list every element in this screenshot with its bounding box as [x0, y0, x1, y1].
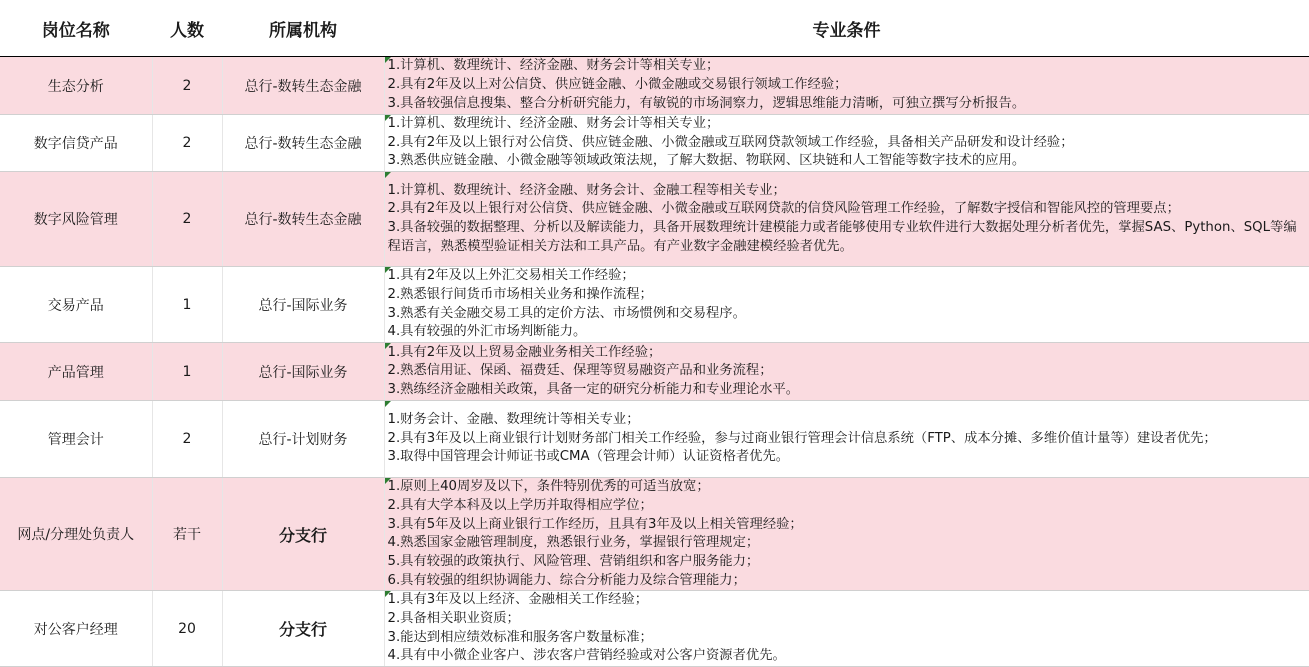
requirement-line: 2.具备相关职业资质；	[387, 611, 520, 627]
requirement-line: 2.具有大学本科及以上学历并取得相应学位；	[387, 497, 653, 513]
requirement-line: 3.熟练经济金融相关政策，具备一定的研究分析能力和专业理论水平。	[387, 381, 800, 397]
requirements-cell	[384, 115, 1309, 172]
header-org: 所属机构	[222, 0, 384, 57]
position-name: 产品管理	[0, 343, 152, 401]
table-row	[0, 478, 1309, 591]
table-row	[0, 343, 1309, 401]
department: 总行-数转生态金融	[222, 57, 384, 115]
headcount: 1	[152, 343, 222, 401]
table-row	[0, 401, 1309, 478]
requirement-line: 2.具有2年及以上银行对公信贷、供应链金融、小微金融或互联网贷款的信贷风险管理工作经验，了解数字授信和智能风控的管理要点；	[387, 201, 1180, 217]
position-name: 对公客户经理	[0, 591, 152, 667]
requirement-line: 1.原则上40周岁及以下，条件特别优秀的可适当放宽；	[387, 479, 710, 495]
department: 分支行	[222, 478, 384, 591]
department: 总行-计划财务	[222, 401, 384, 478]
department: 总行-数转生态金融	[222, 115, 384, 172]
table-row	[0, 591, 1309, 667]
department: 总行-国际业务	[222, 343, 384, 401]
requirement-line: 1.财务会计、金融、数理统计等相关专业；	[387, 412, 640, 428]
requirement-line: 4.具有较强的外汇市场判断能力。	[387, 324, 587, 340]
department: 总行-数转生态金融	[222, 172, 384, 267]
position-name: 数字信贷产品	[0, 115, 152, 172]
headcount: 20	[152, 591, 222, 667]
headcount: 2	[152, 172, 222, 267]
header-count: 人数	[152, 0, 222, 57]
requirement-line: 2.具有2年及以上对公信贷、供应链金融、小微金融或交易银行领域工作经验；	[387, 77, 848, 93]
requirements-cell	[384, 591, 1309, 667]
requirement-line: 4.熟悉国家金融管理制度，熟悉银行业务，掌握银行管理规定；	[387, 535, 760, 551]
header-position: 岗位名称	[0, 0, 152, 57]
requirement-line: 1.计算机、数理统计、经济金融、财务会计等相关专业；	[387, 58, 720, 74]
requirements-cell	[384, 478, 1309, 591]
requirement-line: 4.具有中小微企业客户、涉农客户营销经验或对公客户资源者优先。	[387, 648, 786, 664]
headcount: 2	[152, 401, 222, 478]
requirement-line: 6.具有较强的组织协调能力、综合分析能力及综合管理能力；	[387, 572, 746, 588]
position-name: 生态分析	[0, 57, 152, 115]
requirement-line: 3.具有5年及以上商业银行工作经历，且具有3年及以上相关管理经验；	[387, 516, 803, 532]
department: 总行-国际业务	[222, 267, 384, 343]
header-row	[0, 0, 1309, 57]
position-name: 交易产品	[0, 267, 152, 343]
requirement-line: 3.熟悉供应链金融、小微金融等领域政策法规，了解大数据、物联网、区块链和人工智能等数字技术的应用。	[387, 153, 1026, 169]
requirement-line: 3.具备较强信息搜集、整合分析研究能力，有敏锐的市场洞察力，逻辑思维能力清晰，可独立撰写分析报告。	[387, 95, 1026, 111]
requirements-cell	[384, 343, 1309, 401]
requirements-cell	[384, 267, 1309, 343]
department: 分支行	[222, 591, 384, 667]
table-row	[0, 172, 1309, 267]
requirement-line: 2.熟悉信用证、保函、福费廷、保理等贸易融资产品和业务流程；	[387, 363, 773, 379]
requirement-line: 3.熟悉有关金融交易工具的定价方法、市场惯例和交易程序。	[387, 305, 746, 321]
requirement-line: 1.计算机、数理统计、经济金融、财务会计等相关专业；	[387, 116, 720, 131]
table-row	[0, 115, 1309, 172]
requirements-cell	[384, 401, 1309, 478]
table-row	[0, 267, 1309, 343]
requirements-cell	[384, 172, 1309, 267]
headcount: 若干	[152, 478, 222, 591]
requirements-cell	[384, 57, 1309, 115]
headcount: 2	[152, 115, 222, 172]
headcount: 1	[152, 267, 222, 343]
requirement-line: 5.具有较强的政策执行、风险管理、营销组织和客户服务能力；	[387, 553, 760, 569]
requirement-line: 1.具有2年及以上贸易金融业务相关工作经验；	[387, 344, 662, 360]
requirement-line: 2.具有3年及以上商业银行计划财务部门相关工作经验，参与过商业银行管理会计信息系统（FTP、成本分摊、多维价值计量等）建设者优先；	[387, 430, 1217, 446]
requirement-line: 2.熟悉银行间货币市场相关业务和操作流程；	[387, 286, 653, 302]
table-row	[0, 57, 1309, 115]
position-name: 网点/分理处负责人	[0, 478, 152, 591]
requirement-line: 2.具有2年及以上银行对公信贷、供应链金融、小微金融或互联网贷款领域工作经验，具备相关产品研发和设计经验；	[387, 134, 1074, 150]
requirement-line: 3.能达到相应绩效标准和服务客户数量标准；	[387, 629, 653, 645]
requirement-line: 1.具有3年及以上经济、金融相关工作经验；	[387, 592, 648, 608]
requirement-line: 1.具有2年及以上外汇交易相关工作经验；	[387, 268, 635, 284]
position-name: 管理会计	[0, 401, 152, 478]
requirement-line: 1.计算机、数理统计、经济金融、财务会计、金融工程等相关专业；	[387, 182, 786, 198]
header-requirements: 专业条件	[384, 0, 1309, 57]
requirement-line: 3.取得中国管理会计师证书或CMA（管理会计师）认证资格者优先。	[387, 449, 790, 465]
headcount: 2	[152, 57, 222, 115]
position-name: 数字风险管理	[0, 172, 152, 267]
requirement-line: 3.具备较强的数据整理、分析以及解读能力，具备开展数理统计建模能力或者能够使用专业软件进行大数据处理分析者优先，掌握SAS、Python、SQL等编程语言，熟悉模型验证相关方法和工具产品。有产业数字金融建模经验者优先。	[387, 220, 1297, 254]
